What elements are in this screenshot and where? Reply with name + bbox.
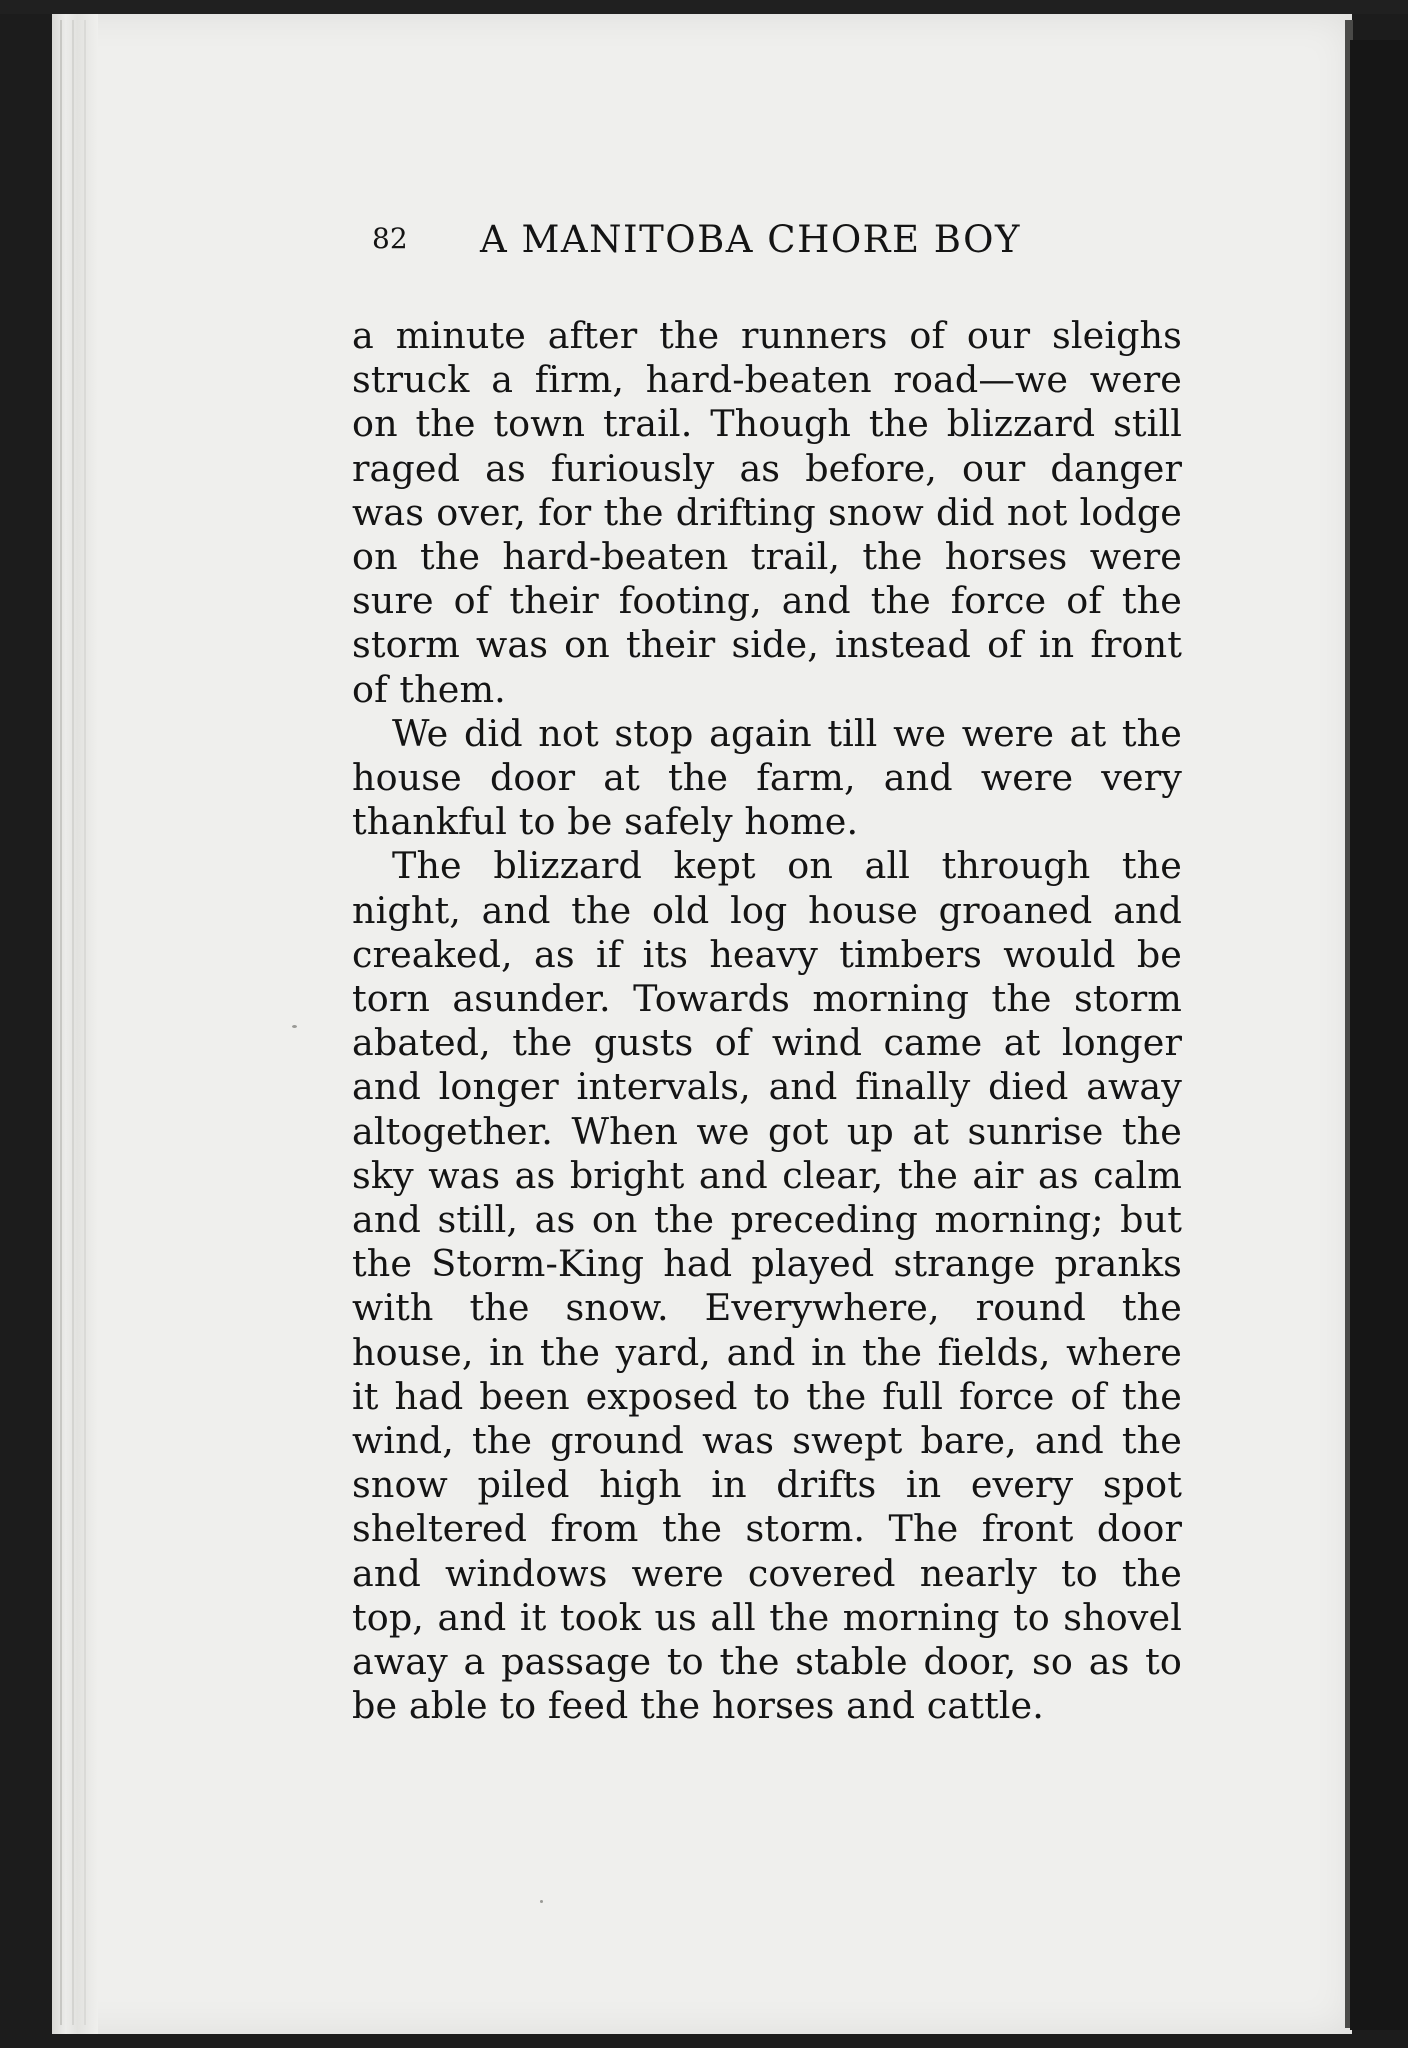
running-title: A MANITOBA CHORE BOY [480, 218, 1021, 261]
top-border [0, 0, 1408, 14]
page-number: 82 [372, 222, 408, 255]
page-content [352, 214, 1182, 1729]
book-spine [1350, 40, 1408, 2030]
paper-speck [540, 1900, 543, 1903]
page-header [352, 214, 1182, 284]
paragraph: The blizzard kept on all through the night, and the old log house groaned and creaked, as if its heavy timbers would be torn asunder. Towards morning the storm abated, the gusts of wind came at longer and longer intervals, and finally died away altogether. When we got up at sunrise the sky was as bright and clear, the air as calm and still, as on the preceding morning; but the Storm-King had played strange pranks with the snow. Everywhere, round the house, in the yard, and in the fields, where it had been exposed to the full force of the wind, the ground was swept bare, and the snow piled high in drifts in every spot sheltered from the storm. The front door and windows were covered nearly to the top, and it took us all the morning to shovel away a passage to the stable door, so as to be able to feed the horses and cattle. [352, 844, 1182, 1728]
page-edge-line [84, 20, 86, 2025]
page-edge-line [60, 20, 62, 2025]
paper-speck [292, 1025, 297, 1028]
page-edge-left [52, 14, 98, 2034]
body-text [352, 314, 1182, 1729]
paragraph: We did not stop again till we were at the house door at the farm, and were very thankful to be safely home. [352, 711, 1182, 844]
page-edge-line [72, 20, 74, 2025]
paragraph: a minute after the runners of our sleighs struck a firm, hard-beaten road—we were on the town trail. Though the blizzard still raged as furiously as before, our danger was over, for the drifting snow did not lodge on the hard-beaten trail, the horses were sure of their footing, and the force of the storm was on their side, instead of in front of them. [352, 314, 1182, 711]
